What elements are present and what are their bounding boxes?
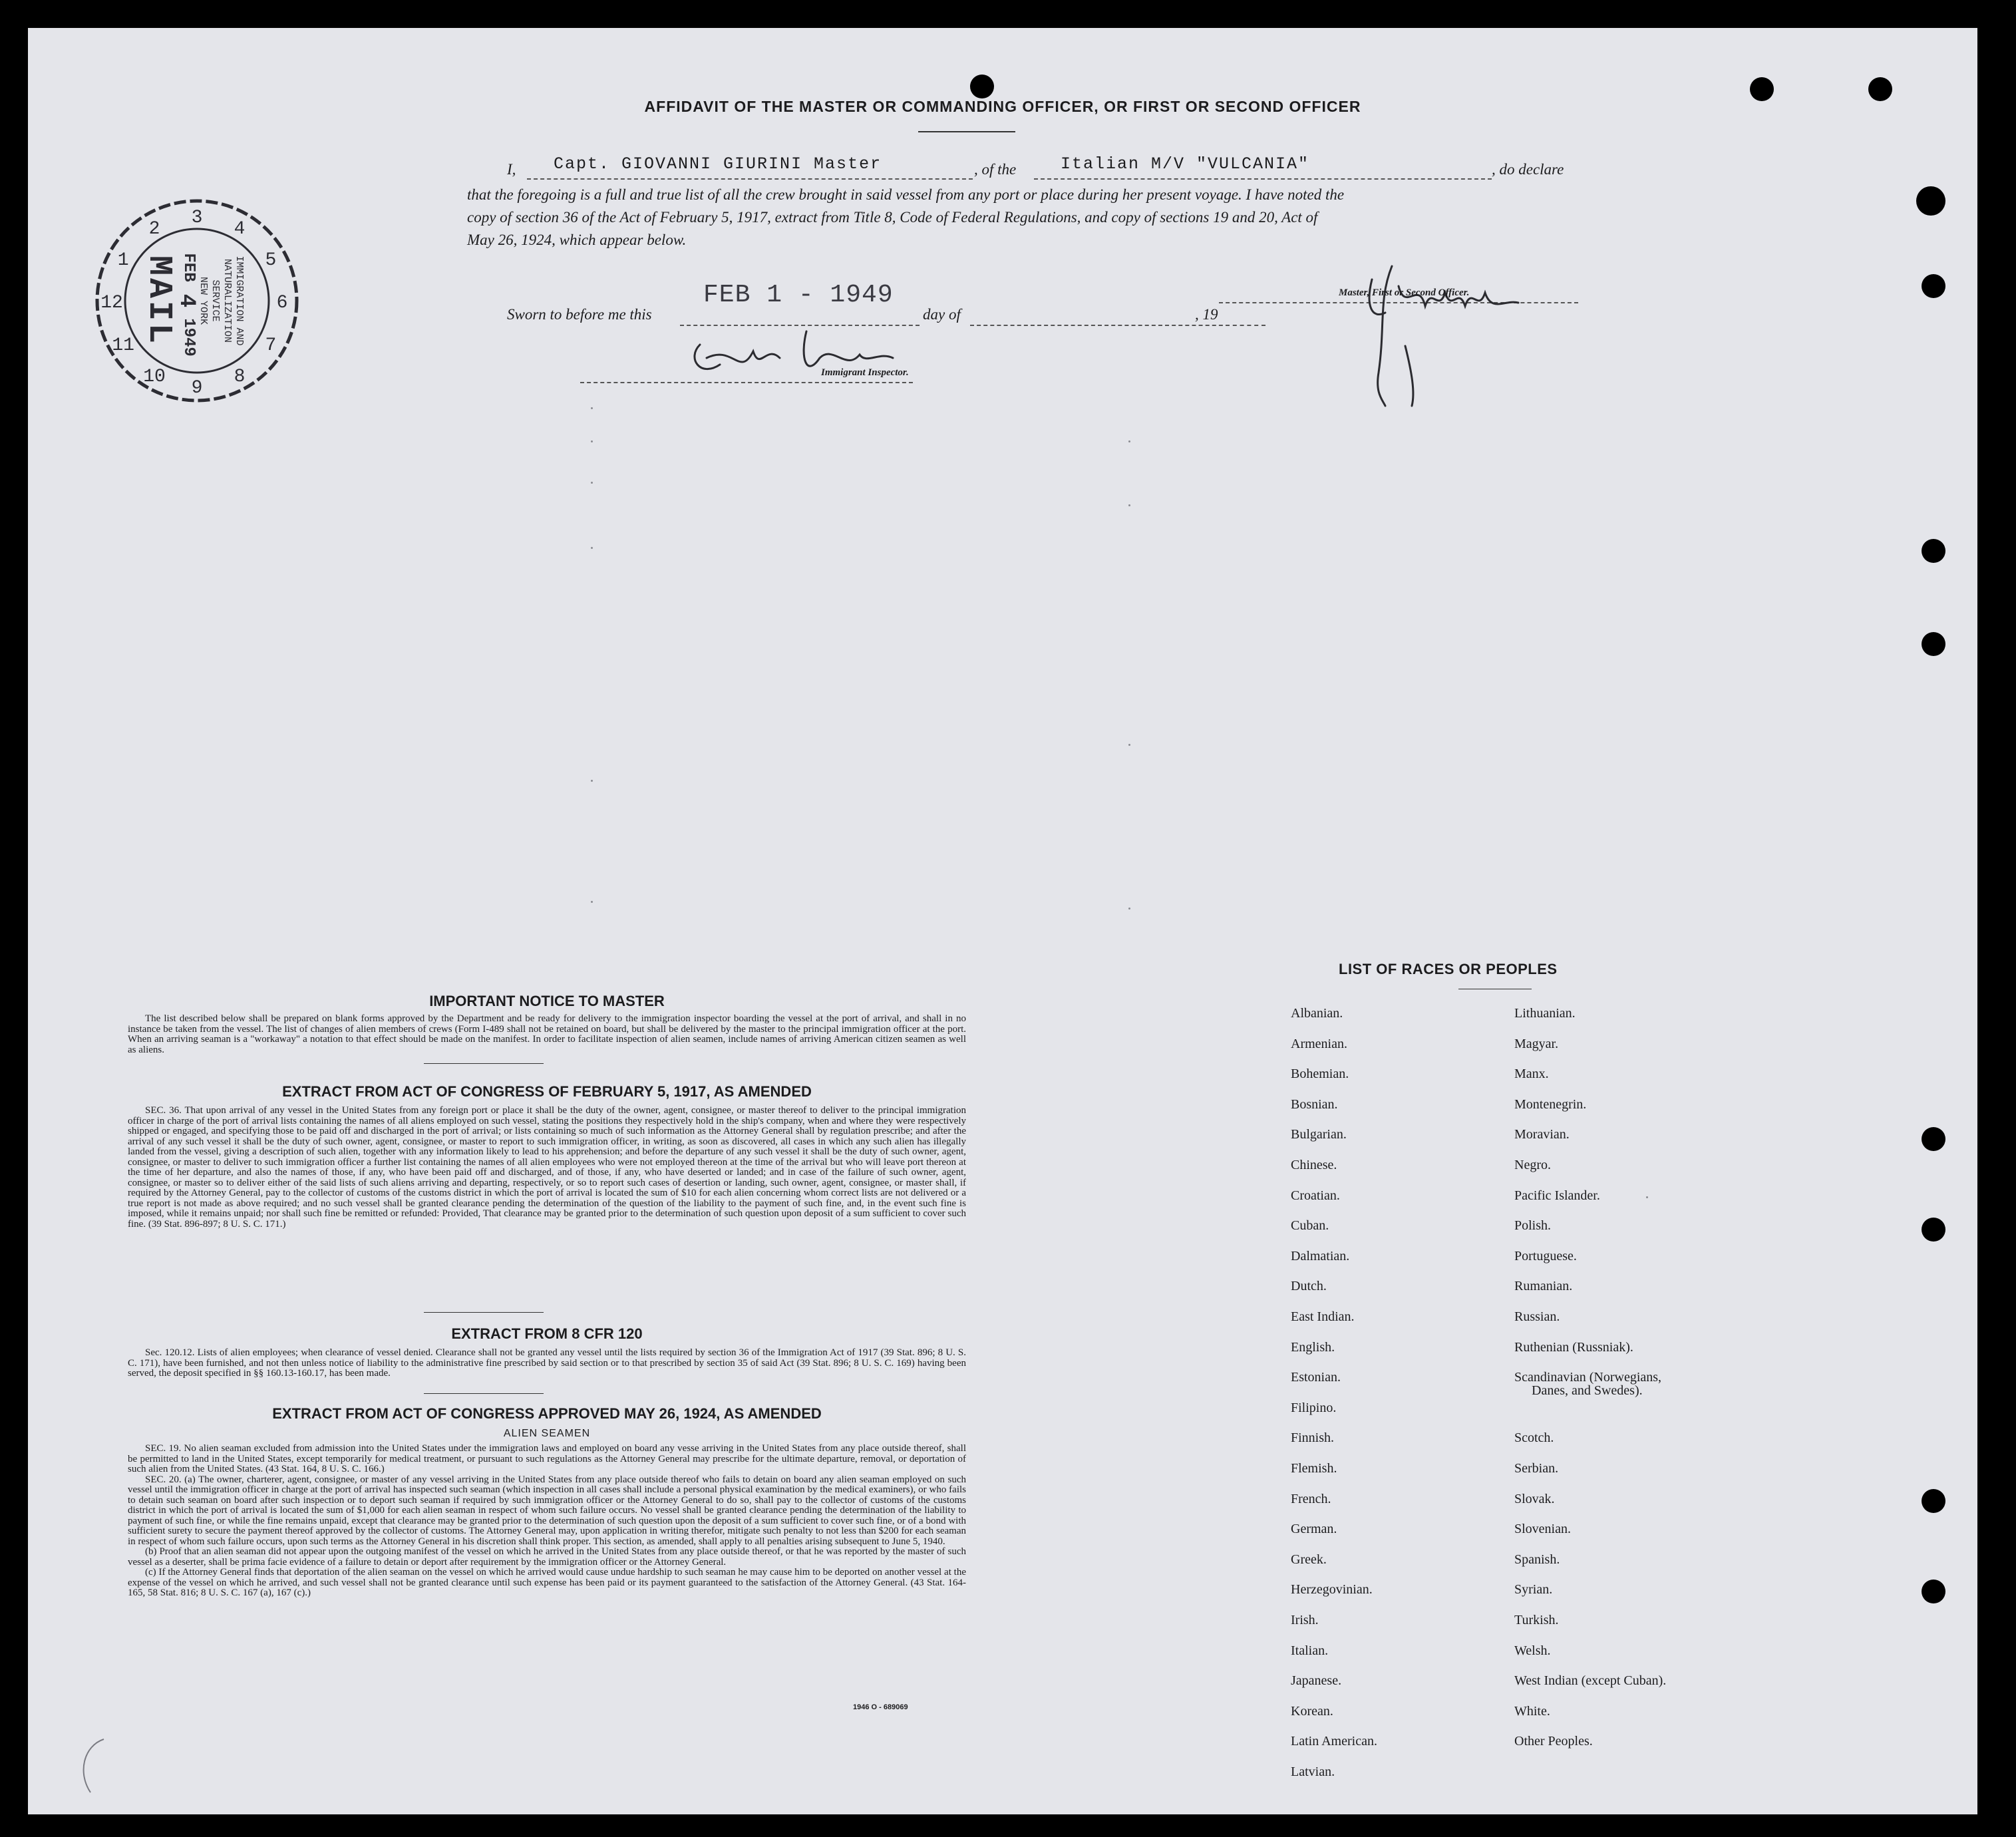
- race-item: Turkish.: [1514, 1613, 1559, 1627]
- race-item: White.: [1514, 1703, 1550, 1719]
- stamp-hour-numeral: 1: [117, 250, 129, 271]
- race-item: Chinese.: [1291, 1158, 1337, 1172]
- race-item: Bohemian.: [1291, 1067, 1349, 1082]
- cfr-title: EXTRACT FROM 8 CFR 120: [451, 1325, 643, 1342]
- year-field: [1226, 305, 1265, 326]
- section-20c-paragraph: (c) If the Attorney General finds that deportation of the alien seaman on the vessel on which he arrived would cause undue hardship to such seaman he may cause him to be deported on another vessel at the expense of the vessel on which he arrived, and such vessel shall not be granted clearance until such expense has been paid or its payment guaranteed to the satisfaction of the Attorney General. (43 Stat. 164-165, 58 Stat. 816; 8 U. S. C. 167 (a), 167 (c).): [128, 1567, 966, 1598]
- stamp-hour-numeral: 6: [276, 293, 288, 313]
- print-dot: [1128, 504, 1130, 506]
- race-item: German.: [1291, 1522, 1337, 1537]
- race-item: Manx.: [1514, 1067, 1549, 1082]
- stamp-hour-numeral: 9: [191, 378, 203, 399]
- race-item: Welsh.: [1514, 1643, 1551, 1658]
- race-item: Estonian.: [1291, 1370, 1341, 1385]
- title-rule: [918, 131, 1015, 132]
- stamp-day: 4: [174, 293, 199, 308]
- immigration-mail-stamp: [84, 188, 310, 414]
- race-item: Serbian.: [1514, 1461, 1559, 1476]
- stamp-line-3: SERVICE: [210, 279, 221, 322]
- race-item: Latvian.: [1291, 1764, 1335, 1779]
- race-item: Lithuanian.: [1514, 1006, 1576, 1021]
- affidavit-line-4: May 26, 1924, which appear below.: [467, 232, 687, 248]
- inspector-caption: Immigrant Inspector.: [821, 367, 909, 378]
- race-item: Armenian.: [1291, 1036, 1347, 1051]
- stamp-hour-numeral: 2: [148, 219, 160, 240]
- print-dot: [591, 901, 593, 903]
- affidavit-line-3: copy of section 36 of the Act of February 5, 1917, extract from Title 8, Code of Federal Regulations, and copy of sections 19 and 20, Act of: [467, 209, 1318, 226]
- alien-seamen-subtitle: ALIEN SEAMEN: [503, 1428, 591, 1439]
- race-item: Scotch.: [1514, 1430, 1554, 1446]
- race-item: Greek.: [1291, 1552, 1327, 1567]
- extract-1924-body: [128, 1444, 966, 1599]
- print-dot: [591, 407, 593, 409]
- race-item: Dalmatian.: [1291, 1248, 1350, 1263]
- race-item: East Indian.: [1291, 1309, 1355, 1324]
- print-dot: [1128, 440, 1130, 442]
- race-item: Spanish.: [1514, 1552, 1560, 1567]
- race-item: Moravian.: [1514, 1127, 1570, 1142]
- section-rule: [424, 1312, 544, 1313]
- races-title: LIST OF RACES OR PEOPLES: [1339, 961, 1558, 977]
- race-item: English.: [1291, 1339, 1335, 1355]
- year-label: , 19: [1195, 306, 1218, 323]
- stamp-month: FEB: [180, 253, 198, 282]
- binding-hole: [1916, 186, 1945, 216]
- stamp-hour-numeral: 3: [191, 208, 203, 228]
- stamp-line-4: NEW YORK: [198, 276, 209, 325]
- print-code: 1946 O - 689069: [853, 1703, 908, 1711]
- master-caption: Master, First or Second Officer.: [1339, 287, 1470, 298]
- race-item: Japanese.: [1291, 1673, 1342, 1689]
- extract-1917-body: [128, 1106, 966, 1230]
- section-rule: [424, 1063, 544, 1064]
- day-of-label: day of: [923, 306, 961, 323]
- race-item: Albanian.: [1291, 1006, 1343, 1021]
- stamp-hour-numeral: 7: [265, 335, 277, 356]
- print-dot: [591, 440, 593, 442]
- print-dot: [1646, 1196, 1648, 1198]
- print-dot: [1128, 908, 1130, 910]
- race-item: Dutch.: [1291, 1279, 1327, 1294]
- race-item-continuation: Danes, and Swedes).: [1532, 1383, 1643, 1399]
- race-item: Russian.: [1514, 1309, 1560, 1324]
- race-item: Finnish.: [1291, 1430, 1335, 1446]
- stamp-word: MAIL: [140, 255, 178, 347]
- print-dot: [591, 482, 593, 484]
- section-20a-paragraph: SEC. 20. (a) The owner, charterer, agent, consignee, or master of any vessel arriving in the United States from any place outside thereof who fails to detain on board any alien seaman employed on such vessel until the immigration officer in charge at the port of arrival has inspected such seaman (which inspection in all cases shall include a personal physical examination by the medical examiners), or who fails to detain such seaman on board after such inspection or to deport such seaman if required by such immigration officer or the Attorney General to do so, shall pay to the collector of customs of the customs district in which the port of arrival is located the sum of $1,000 for each alien seaman in respect of whom such failure occurs. No vessel shall be granted clearance pending the determination of the liability to payment of such fine, or while the fine remains unpaid, except that clearance may be granted prior to the determination of such question upon the deposit of a sum sufficient to cover such fine, or of a bond with sufficient surety to secure the payment thereof approved by the collector of customs. The Attorney General may, upon application in writing therefor, mitigate such penalty to not less than $200 for each seaman in respect of whom such failure occurs, upon such terms as the Attorney General in his discretion shall think proper. This section, as amended, shall apply to all penalties arising subsequent to June 5, 1940.: [128, 1474, 966, 1547]
- binding-hole: [1922, 274, 1945, 298]
- race-item: Flemish.: [1291, 1461, 1337, 1476]
- master-name-value: Capt. GIOVANNI GIURINI Master: [554, 154, 882, 174]
- day-of-field: [970, 305, 1230, 326]
- section-20b-paragraph: (b) Proof that an alien seaman did not appear upon the outgoing manifest of the vessel on which he arrived in the United States from any place outside thereof, or that he was reported by the master of such vessel as a deserter, shall be prima facie evidence of a failure to detain or deport after requirement by the immigration officer or the Attorney General.: [128, 1546, 966, 1568]
- stamp-hour-numeral: 4: [234, 219, 246, 240]
- binding-hole: [1922, 539, 1945, 563]
- print-dot: [591, 547, 593, 549]
- stamp-line-2: NATURALIZATION: [222, 258, 233, 343]
- race-item: Italian.: [1291, 1643, 1329, 1658]
- stamp-hour-numeral: 10: [143, 366, 166, 387]
- race-item: Bosnian.: [1291, 1096, 1338, 1112]
- section-36-paragraph: SEC. 36. That upon arrival of any vessel in the United States from any foreign port or place it shall be the duty of the owner, agent, consignee, or master thereof to deliver to the principal immigration officer in charge of the port of arrival lists containing the names of all aliens employed on such vessel, stating the positions they respectively hold in the ship's company, when and where they were respectively shipped or engaged, and specifying those to be paid off and discharged in the port of arrival; or lists containing so much of such information as the Attorney General shall by regulation prescribe; and after the arrival of any such vessel it shall be the duty of such owner, agent, consignee, or master to report to such immigration officer, in writing, as soon as discovered, all cases in which any such alien has illegally landed from the vessel, giving a description of such alien, together with any information likely to lead to his apprehension; and before the departure of any such vessel it shall be the duty of such owner, agent, consignee, or master to deliver to such immigration officer a further list containing the names of all alien employees who were not employed thereon at the time of the arrival but who will leave port thereon at the time of her departure, and also the names of those, if any, who have been paid off and discharged, and of those, if any, who have deserted or landed; and in case of the failure of such owner, agent, consignee, or master so to deliver either of the said lists of such aliens arriving and departing, respectively, or so to report such cases of desertion or landing, such owner, agent, consignee, or master shall, if required by the Attorney General, pay to the collector of customs of the customs district in which the port of arrival is located the sum of $10 for each alien concerning whom correct lists are not delivered or a true report is not made as above required; and no such vessel shall be granted clearance pending the determination of the question of the liability to the payment of such fine, and, in the event such fine is imposed, while it remains unpaid; nor shall such fine be remitted or refunded: Provided, That clearance may be granted prior to the determination of such question upon deposit of a sum sufficient to cover such fine. (39 Stat. 896-897; 8 U. S. C. 171.): [128, 1105, 966, 1230]
- race-item: Montenegrin.: [1514, 1096, 1587, 1112]
- stamp-line-1: IMMIGRATION AND: [234, 255, 245, 346]
- of-the-label: , of the: [974, 161, 1017, 178]
- binding-hole: [1922, 632, 1945, 656]
- extract-1924-title: EXTRACT FROM ACT OF CONGRESS APPROVED MAY 26, 1924, AS AMENDED: [272, 1405, 822, 1422]
- cfr-body: [128, 1348, 966, 1379]
- cfr-paragraph: Sec. 120.12. Lists of alien employees; when clearance of vessel denied. Clearance shall not be granted any vessel until the lists required by section 36 of the Immigration Act of 1917 (39 Stat. 896; 8 U. S. C. 171), have been furnished, and not then unless notice of liability to the administrative fine prescribed by said section or to that prescribed by section 35 of said Act (39 Stat. 896; 8 U. S. C. 169) having been served, the deposit specified in §§ 160.13-160.17, has been made.: [128, 1347, 966, 1379]
- print-dot: [1128, 744, 1130, 746]
- affidavit-line-2: that the foregoing is a full and true list of all the crew brought in said vessel from any port or place during her present voyage. I have noted the: [467, 186, 1345, 203]
- race-item: Latin American.: [1291, 1734, 1377, 1749]
- race-item: West Indian (except Cuban).: [1514, 1673, 1667, 1689]
- race-item: Croatian.: [1291, 1188, 1340, 1203]
- section-rule: [424, 1393, 544, 1394]
- margin-pencil-mark: [64, 1733, 117, 1799]
- race-item: Negro.: [1514, 1158, 1551, 1172]
- print-dot: [591, 780, 593, 782]
- extract-1917-title: EXTRACT FROM ACT OF CONGRESS OF FEBRUARY 5, 1917, AS AMENDED: [282, 1083, 812, 1100]
- section-19-paragraph: SEC. 19. No alien seaman excluded from admission into the United States under the immigration laws and employed on board any vesse arriving in the United States from any place outside thereof, shall be permitted to land in the United States, except temporarily for medical treatment, or pursuant to such regulations as the Attorney General may prescribe for the ultimate departure, removal, or deportation of such alien from the United States. (43 Stat. 164, 8 U. S. C. 166.): [128, 1443, 966, 1474]
- document-sheet: [28, 28, 1977, 1814]
- notice-paragraph: The list described below shall be prepared on blank forms approved by the Department and be ready for delivery to the immigration inspector boarding the vessel at the port of arrival, and shall in no instance be taken from the vessel. The list of changes of alien members of crews (Form I-489 shall not be retained on board, but shall be delivered by the master to the principal immigration officer at the port. When an arriving seaman is a "workaway" a notation to that effect should be made on the manifest. In order to facilitate inspection of alien seamen, include names of arriving American citizen seamen as well as aliens.: [128, 1013, 966, 1055]
- race-item: Other Peoples.: [1514, 1734, 1593, 1749]
- race-item: Cuban.: [1291, 1218, 1329, 1234]
- stamp-hour-numeral: 11: [112, 335, 134, 356]
- binding-hole: [1922, 1489, 1945, 1513]
- stamp-year: 1949: [180, 318, 198, 357]
- binding-hole: [1922, 1127, 1945, 1151]
- race-item: Scandinavian (Norwegians,: [1514, 1370, 1662, 1385]
- binding-hole: [1922, 1580, 1945, 1603]
- notice-body: [128, 1014, 966, 1055]
- race-item: Pacific Islander.: [1514, 1188, 1600, 1203]
- race-item: Slovak.: [1514, 1491, 1555, 1506]
- race-item: Bulgarian.: [1291, 1127, 1347, 1142]
- race-item: Magyar.: [1514, 1036, 1559, 1051]
- affidavit-i-label: I,: [507, 161, 516, 178]
- race-item: Irish.: [1291, 1613, 1319, 1627]
- race-item: Portuguese.: [1514, 1248, 1577, 1263]
- race-item: Herzegovinian.: [1291, 1582, 1373, 1597]
- race-item: French.: [1291, 1491, 1331, 1506]
- sworn-date-stamp: FEB 1 - 1949: [703, 281, 894, 309]
- race-item: Rumanian.: [1514, 1279, 1573, 1294]
- stamp-hour-numeral: 12: [100, 293, 123, 313]
- race-item: Syrian.: [1514, 1582, 1553, 1597]
- vessel-value: Italian M/V "VULCANIA": [1061, 154, 1310, 174]
- binding-hole: [1922, 1218, 1945, 1242]
- race-item: Filipino.: [1291, 1400, 1337, 1415]
- race-item: Slovenian.: [1514, 1522, 1571, 1537]
- notice-title: IMPORTANT NOTICE TO MASTER: [429, 993, 665, 1009]
- race-item: Polish.: [1514, 1218, 1552, 1234]
- do-declare-label: , do declare: [1492, 161, 1564, 178]
- master-signature: [1352, 240, 1572, 413]
- affidavit-title: AFFIDAVIT OF THE MASTER OR COMMANDING OFFICER, OR FIRST OR SECOND OFFICER: [644, 98, 1361, 115]
- race-item: Ruthenian (Russniak).: [1514, 1339, 1633, 1355]
- stamp-hour-numeral: 5: [265, 250, 277, 271]
- stamp-hour-numeral: 8: [234, 366, 246, 387]
- race-item: Korean.: [1291, 1703, 1333, 1719]
- sworn-label: Sworn to before me this: [507, 306, 652, 323]
- binding-hole: [970, 75, 994, 98]
